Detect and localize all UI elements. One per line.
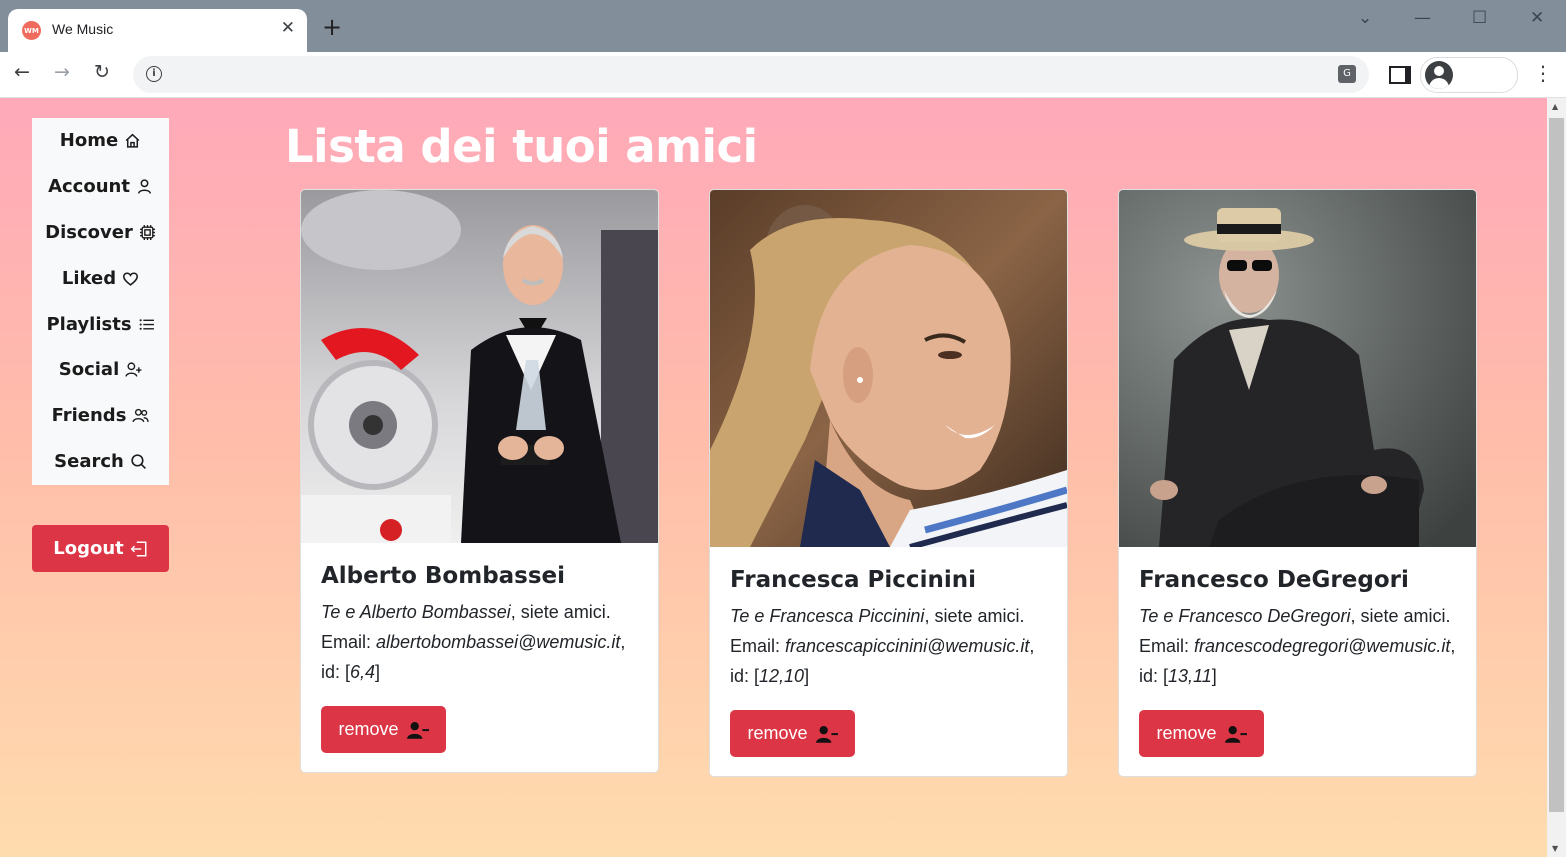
remove-label: remove (1156, 723, 1217, 743)
scroll-up-arrow-icon[interactable]: ▲ (1552, 102, 1559, 111)
browser-tab-strip (0, 0, 1566, 52)
list-icon (138, 316, 155, 333)
browser-menu-icon[interactable]: ⋮ (1533, 61, 1553, 85)
sidebar-item-discover[interactable] (32, 210, 169, 256)
friend-email: francescodegregori@wemusic.it (1194, 636, 1451, 656)
heart-icon (122, 270, 139, 287)
friend-card (300, 189, 659, 773)
browser-toolbar (0, 52, 1566, 98)
forward-icon[interactable]: → (54, 61, 70, 83)
logout-button[interactable] (32, 525, 169, 572)
remove-label: remove (747, 723, 808, 743)
page-scrollbar[interactable] (1547, 98, 1566, 857)
friend-email: francescapiccinini@wemusic.it (785, 636, 1030, 656)
remove-friend-button[interactable] (1139, 710, 1264, 757)
logout-icon (130, 540, 148, 558)
person-icon (136, 178, 153, 195)
friend-name: Alberto Bombassei (321, 563, 566, 589)
sidebar-item-label: Friends (51, 405, 127, 427)
person-dash-icon (1225, 725, 1247, 743)
remove-label: remove (338, 719, 399, 739)
remove-friend-button[interactable] (730, 710, 855, 757)
side-panel-icon[interactable] (1389, 66, 1411, 84)
profile-button[interactable] (1420, 57, 1518, 93)
search-icon (130, 453, 147, 470)
sidebar-item-liked[interactable] (32, 255, 169, 301)
tab-search-dropdown-icon[interactable]: ⌄ (1358, 8, 1373, 28)
address-bar[interactable] (133, 56, 1369, 93)
friend-description: Te e Francesca Piccinini, siete amici. Email: francescapiccinini@wemusic.it, id: [12,10] (730, 606, 1035, 686)
sidebar-item-label: Home (59, 130, 119, 152)
new-tab-button[interactable]: + (322, 13, 343, 41)
cpu-icon (139, 224, 156, 241)
person-dash-icon (407, 721, 429, 739)
sidebar-item-label: Search (54, 450, 124, 472)
minimize-icon[interactable]: — (1414, 8, 1431, 28)
friend-photo (710, 190, 1067, 547)
sidebar-nav (32, 118, 169, 485)
friend-name-inline: Francesco DeGregori (1178, 606, 1351, 626)
friend-id: 6,4 (350, 662, 376, 682)
friend-id: 13,11 (1168, 666, 1212, 686)
translate-icon[interactable]: G (1338, 65, 1356, 83)
scroll-down-arrow-icon[interactable]: ▼ (1552, 844, 1559, 853)
maximize-icon[interactable]: ☐ (1472, 8, 1488, 28)
person-plus-icon (125, 361, 142, 378)
tab-close-icon[interactable]: ✕ (280, 18, 295, 38)
we-music-favicon-icon: WM (22, 21, 41, 40)
card-body (1119, 547, 1476, 776)
sidebar-item-home[interactable] (32, 118, 169, 164)
scrollbar-thumb[interactable] (1549, 118, 1564, 812)
back-icon[interactable]: ← (14, 61, 30, 83)
site-info-icon[interactable]: i (146, 66, 162, 82)
page-viewport (0, 98, 1547, 857)
friend-name: Francesca Piccinini (730, 567, 976, 593)
sidebar-item-account[interactable] (32, 164, 169, 210)
friend-card (709, 189, 1068, 777)
tab-title: We Music (52, 21, 114, 37)
friend-email: albertobombassei@wemusic.it (376, 632, 621, 652)
home-icon (124, 132, 141, 149)
sidebar-item-playlists[interactable] (32, 301, 169, 347)
sidebar-item-label: Account (48, 176, 130, 198)
card-body (301, 543, 658, 772)
friend-name: Francesco DeGregori (1139, 567, 1409, 593)
friend-photo (301, 190, 658, 543)
sidebar-item-social[interactable] (32, 347, 169, 393)
friend-card (1118, 189, 1477, 777)
remove-friend-button[interactable] (321, 706, 446, 753)
reload-icon[interactable]: ↻ (94, 61, 110, 83)
sidebar-item-label: Social (58, 359, 120, 381)
friend-description: Te e Alberto Bombassei, siete amici. Email: albertobombassei@wemusic.it, id: [6,4] (321, 602, 626, 682)
logout-label: Logout (53, 538, 124, 559)
people-icon (132, 407, 149, 424)
sidebar-item-friends[interactable] (32, 393, 169, 439)
card-body (710, 547, 1067, 776)
sidebar-item-label: Liked (61, 267, 117, 289)
person-dash-icon (816, 725, 838, 743)
browser-tab[interactable] (8, 9, 307, 52)
friend-id: 12,10 (759, 666, 805, 686)
profile-avatar-icon (1425, 61, 1453, 89)
sidebar-item-search[interactable] (32, 439, 169, 485)
friend-name-inline: Alberto Bombassei (359, 602, 511, 622)
sidebar-item-label: Playlists (46, 313, 132, 335)
friend-photo (1119, 190, 1476, 547)
friend-name-inline: Francesca Piccinini (769, 606, 925, 626)
page-title: Lista dei tuoi amici (285, 120, 758, 173)
sidebar-item-label: Discover (45, 221, 133, 243)
friend-description: Te e Francesco DeGregori, siete amici. Email: francescodegregori@wemusic.it, id: [13,11] (1139, 606, 1456, 686)
window-close-icon[interactable]: ✕ (1530, 8, 1545, 28)
